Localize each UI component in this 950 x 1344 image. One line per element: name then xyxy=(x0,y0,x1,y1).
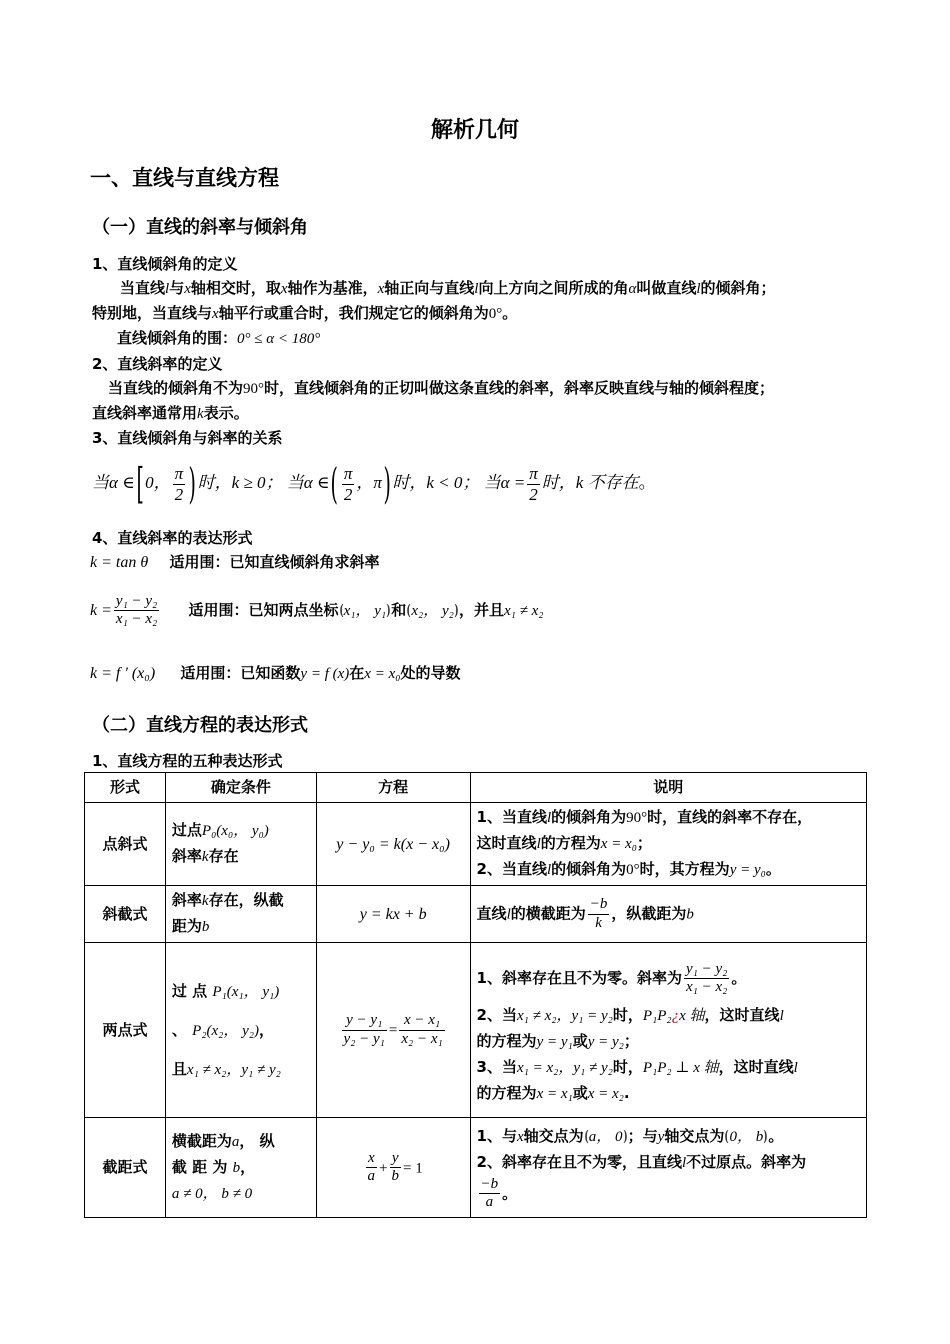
angle-range: 直线倾斜角的围：0° ≤ α < 180° xyxy=(117,329,321,347)
condition-cell: 斜率k存在，纵截 距为b xyxy=(165,886,316,943)
slope-formula-tan: k = tan θ 适用围：已知直线倾斜角求斜率 xyxy=(90,553,380,571)
equation-cell: $\frac{x}{a}$ + $\frac{y}{b}$ = 1 xyxy=(316,1118,470,1218)
note-cell: 1、斜率存在且不为零。斜率为 $\frac{\text{y₁ − y₂}}{\text{x₁ − x₂}}$ 。 2、当x₁ ≠ x₂，y₁ = y₂时，P₁P₂¿x 轴，这时直线l 的方程为y = y₁或y = y₂； 3、当x₁ = x₂，y₁ ≠ y₂时，P₁P₂ ⊥ x 轴，这时直线l 的方程为x = x₁或x = x₂. xyxy=(470,943,866,1118)
equation-cell: $\frac{\text{y − y₁}}{\text{y₂ − y₁}}$ = $\frac{\text{x − x₁}}{\text{x₂ − x₁}}$ xyxy=(316,943,470,1118)
definition-1-line-1: 当直线l与x轴相交时，取x轴作为基准，x轴正向与直线l向上方向之间所成的角α叫做直线l的倾斜角； xyxy=(120,279,776,297)
definition-2-line-2: 直线斜率通常用k表示。 xyxy=(92,404,249,422)
table-row-point-slope xyxy=(85,803,867,886)
condition-cell: 过 点 P₁(x₁， y₁) 、 P₂(x₂， y₂)， 且x₁ ≠ x₂，y₁ ≠ y₂ xyxy=(165,943,316,1118)
condition-cell: 过点P₀(x₀， y₀) 斜率k存在 xyxy=(165,803,316,886)
slope-formula-two-points: k = $\frac{\text{y₁ − y₂}}{\text{x₁ − x₂}}$ 适用围：已知两点坐标(x₁， y₁)和(x₂， y₂)，并且x₁ ≠ x₂ xyxy=(90,592,544,627)
equation-cell: y = kx + b xyxy=(316,886,470,943)
definition-2-line-1: 当直线的倾斜角不为90°时，直线倾斜角的正切叫做这条直线的斜率，斜率反映直线与轴的倾斜程度； xyxy=(108,379,775,397)
line-equation-forms-table xyxy=(84,772,867,1218)
angle-slope-relation: 当α ∈[0， $\frac{\pi}{2}$ )时，k ≥ 0； 当α ∈( $\frac{\pi}{2}$ ，π)时，k < 0； 当α = $\frac{\pi}{2}$ 时，k 不存在。 xyxy=(92,459,656,509)
table-row-two-point xyxy=(85,943,867,1118)
form-cell: 截距式 xyxy=(85,1118,166,1218)
subsection-heading-2: （二）直线方程的表达形式 xyxy=(92,715,308,736)
note-cell: 1、与x轴交点为(a， 0)；与y轴交点为(0， b)。 2、斜率存在且不为零，且直线l不过原点。斜率为 $\frac{-b}{a}$ 。 xyxy=(470,1118,866,1218)
heading-5: 1、直线方程的五种表达形式 xyxy=(92,752,283,770)
equation-cell: y − y₀ = k(x − x₀) xyxy=(316,803,470,886)
heading-3: 3、直线倾斜角与斜率的关系 xyxy=(92,429,283,447)
definition-1-line-2: 特别地，当直线与x轴平行或重合时，我们规定它的倾斜角为0°。 xyxy=(92,304,518,322)
heading-4: 4、直线斜率的表达形式 xyxy=(92,529,253,547)
table-header: 确定条件 xyxy=(165,773,316,803)
table-row-intercept xyxy=(85,1118,867,1218)
table-header: 方程 xyxy=(316,773,470,803)
slope-formula-derivative: k = f ′ (x₀) 适用围：已知函数y = f (x)在x = x₀处的导数 xyxy=(90,664,461,682)
section-heading-1: 一、直线与直线方程 xyxy=(90,166,279,190)
page-title: 解析几何 xyxy=(430,118,519,143)
heading-2: 2、直线斜率的定义 xyxy=(92,355,223,373)
table-row-slope-intercept xyxy=(85,886,867,943)
heading-1: 1、直线倾斜角的定义 xyxy=(92,255,238,273)
table-header: 说明 xyxy=(470,773,866,803)
note-cell: 直线l的横截距为 $\frac{-b}{k}$ ，纵截距为b xyxy=(470,886,866,943)
form-cell: 两点式 xyxy=(85,943,166,1118)
form-cell: 点斜式 xyxy=(85,803,166,886)
condition-cell: 横截距为a， 纵 截 距 为 b， a ≠ 0， b ≠ 0 xyxy=(165,1118,316,1218)
form-cell: 斜截式 xyxy=(85,886,166,943)
table-header-row xyxy=(85,773,867,803)
note-cell: 1、当直线l的倾斜角为90°时，直线的斜率不存在， 这时直线l的方程为x = x₀； 2、当直线l的倾斜角为0°时，其方程为y = y₀。 xyxy=(470,803,866,886)
table-header: 形式 xyxy=(85,773,166,803)
subsection-heading-1: （一）直线的斜率与倾斜角 xyxy=(92,217,308,238)
